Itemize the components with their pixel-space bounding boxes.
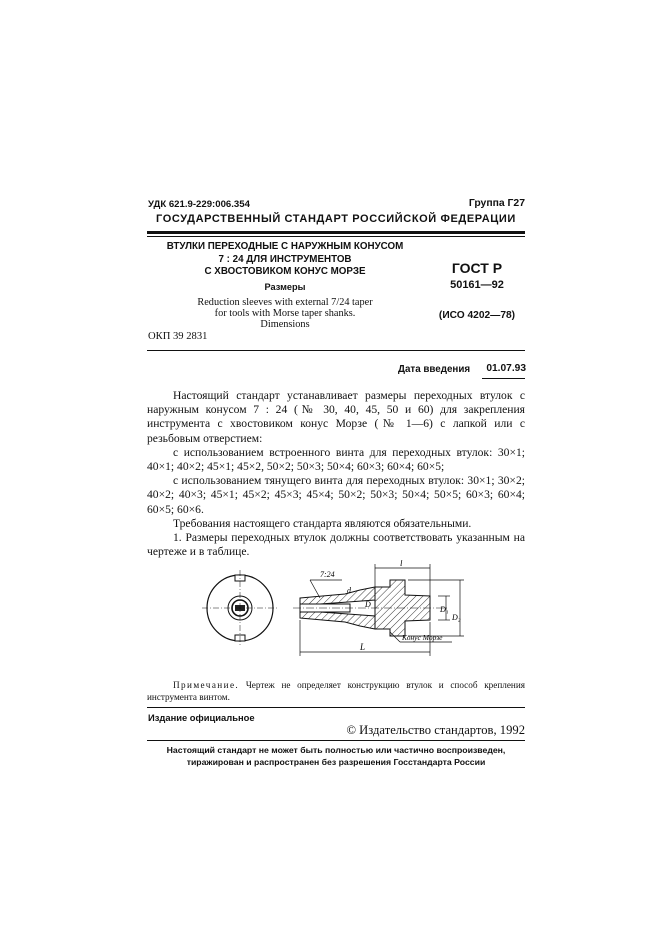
- header-rule-thin: [147, 236, 525, 237]
- copyright-line: © Издательство стандартов, 1992: [346, 723, 525, 737]
- front-view: [202, 570, 278, 646]
- udk-code: УДК 621.9-229:006.354: [148, 199, 250, 210]
- group-code: Группа Г27: [468, 198, 525, 209]
- paragraph-scope: Настоящий стандарт устанавливает размеры переходных втулок с наружным конусом 7 : 24 (№ 30, 40, 45, 50 и 60) для закрепления инструмента с хвостовиком конус Морзе (№ 1—6) с лапкой или с резьбовым отверстием:: [147, 389, 525, 445]
- title-line-3: С ХВОСТОВИКОМ КОНУС МОРЗЕ: [204, 266, 366, 277]
- title-subtitle: Размеры: [264, 282, 306, 292]
- paragraph-built-in-screw: с использованием встроенного винта для переходных втулок: 30×1; 40×1; 40×2; 45×1; 45×2, 50×2; 50×3; 50×4; 60×3; 60×4; 60×5;: [147, 445, 525, 474]
- footer-rule-1: [147, 707, 525, 708]
- header-rule-thick: [147, 231, 525, 234]
- intro-date-label: Дата введения: [398, 364, 471, 375]
- okp-code: ОКП 39 2831: [148, 331, 208, 342]
- label-D1: D₁: [440, 605, 449, 614]
- label-d: d: [347, 586, 351, 595]
- iso-reference: (ИСО 4202—78): [438, 310, 516, 321]
- label-L: L: [360, 642, 366, 652]
- label-D2: D₂: [452, 613, 461, 622]
- title-en-line-2: for tools with Morse taper shanks.: [214, 308, 356, 319]
- note-text: Чертеж не определяет конструкцию втулок и способ крепления инструмента винтом.: [147, 680, 525, 702]
- rights-line-2: тиражирован и распространен без разрешения Госстандарта России: [186, 757, 486, 767]
- body-text: [147, 389, 525, 559]
- title-en-line-3: Dimensions: [260, 319, 310, 330]
- title-rule: [147, 350, 525, 351]
- rights-line-1: Настоящий стандарт не может быть полностью или частично воспроизведен,: [166, 745, 506, 755]
- title-russian: [150, 241, 420, 279]
- title-english: [150, 297, 420, 330]
- morse-taper-label: Конус Морзе: [402, 633, 443, 642]
- sleeve-drawing: [190, 560, 490, 670]
- label-D: D: [365, 600, 371, 609]
- standard-title: ГОСУДАРСТВЕННЫЙ СТАНДАРТ РОССИЙСКОЙ ФЕДЕРАЦИИ: [156, 213, 516, 225]
- paragraph-draw-screw: с использованием тянущего винта для переходных втулок: 30×1; 30×2; 40×2; 40×3; 45×1; 45×2; 45×3; 45×4; 50×2; 50×3; 50×4; 50×5; 60×3; 60×4; 60×5; 60×6.: [147, 474, 525, 516]
- title-en-line-1: Reduction sleeves with external 7/24 taper: [197, 297, 373, 308]
- gost-number: 50161—92: [450, 279, 504, 291]
- title-line-1: ВТУЛКИ ПЕРЕХОДНЫЕ С НАРУЖНЫМ КОНУСОМ: [166, 241, 404, 252]
- paragraph-dimensions: 1. Размеры переходных втулок должны соответствовать указанным на чертеже и в таблице.: [147, 531, 525, 559]
- paragraph-mandatory: Требования настоящего стандарта являются обязательными.: [173, 516, 472, 530]
- intro-date-value: 01.07.93: [486, 363, 526, 374]
- intro-date-rule: [482, 378, 525, 379]
- footer-rule-2: [147, 740, 525, 741]
- title-line-2: 7 : 24 ДЛЯ ИНСТРУМЕНТОВ: [218, 253, 352, 265]
- rights-notice: [147, 744, 525, 768]
- edition-label: Издание официальное: [148, 712, 255, 723]
- note-prefix: Примечание.: [173, 680, 240, 690]
- gost-label: ГОСТ Р: [451, 260, 503, 276]
- label-l: l: [400, 560, 403, 568]
- taper-label: 7:24: [320, 570, 335, 579]
- drawing-note: [147, 679, 525, 703]
